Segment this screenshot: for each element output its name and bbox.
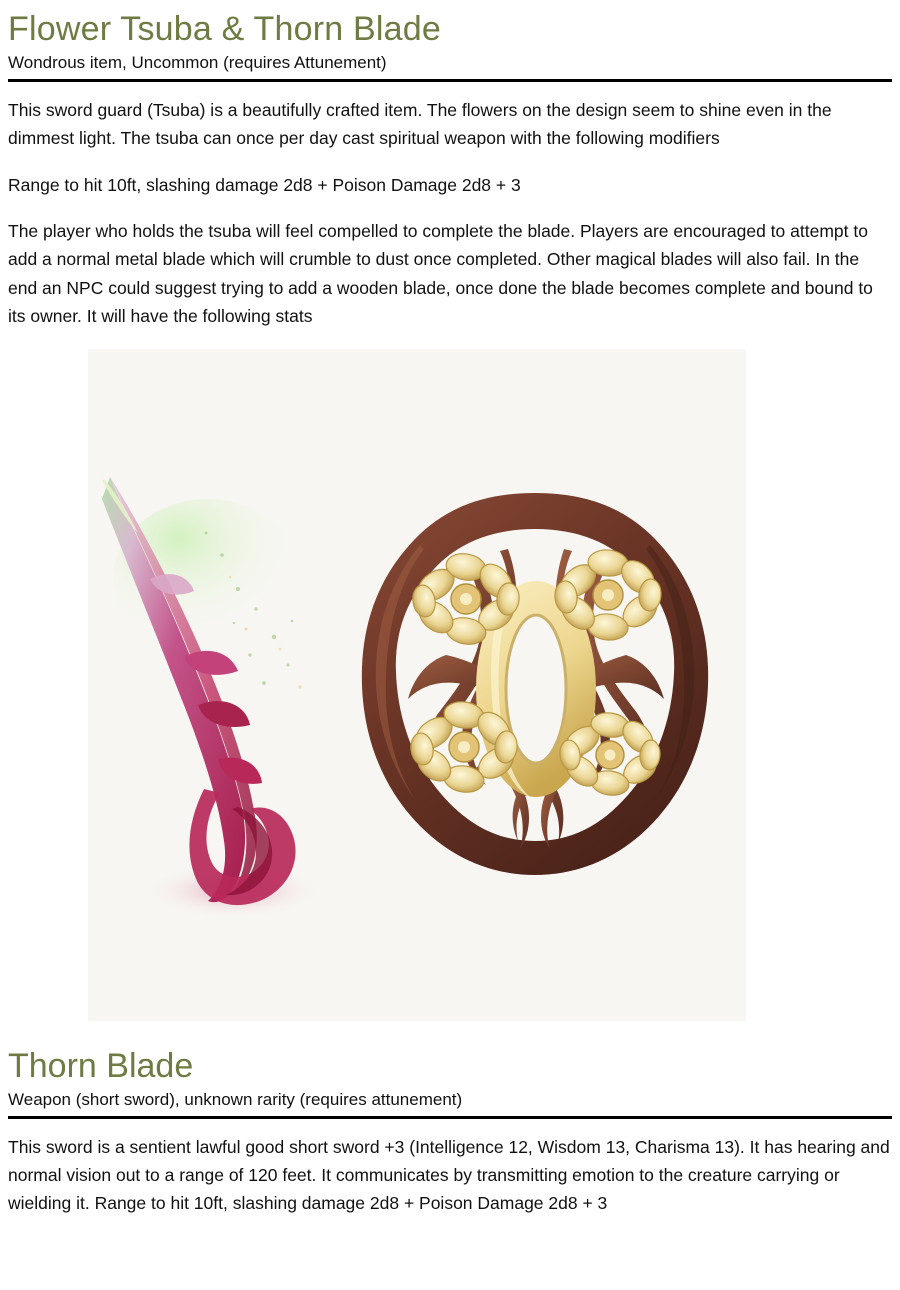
title-divider [8, 79, 892, 82]
weapon-title: Thorn Blade [8, 1046, 194, 1085]
tsuba-illustration [350, 485, 720, 905]
item-stats-line: Range to hit 10ft, slashing damage 2d8 + Poison Damage 2d8 + 3 [8, 174, 521, 195]
page-bottom-spacer [8, 1236, 892, 1254]
illustration-canvas [88, 349, 746, 1021]
item-description-paragraph-1: This sword guard (Tsuba) is a beautifully crafted item. The flowers on the design seem to shine even in the dimmest light. The tsuba can once per day cast spiritual weapon with the following modifiers [8, 100, 832, 149]
item-description-paragraph-2: The player who holds the tsuba will feel compelled to complete the blade. Players are encouraged to attempt to add a normal metal blade which will crumble to dust once completed. Other magical blades will also fail. In the end an NPC could suggest trying to add a wooden blade, once done the blade becomes complete and bound to its owner. It will have the following stats [8, 221, 873, 327]
thorn-blade-illustration [88, 459, 378, 929]
weapon-divider [8, 1116, 892, 1119]
item-type-line: Wondrous item, Uncommon (requires Attunement) [8, 53, 387, 73]
illustration-figure [8, 349, 892, 1021]
page-title: Flower Tsuba & Thorn Blade [8, 10, 441, 48]
weapon-description-paragraph: This sword is a sentient lawful good short sword +3 (Intelligence 12, Wisdom 13, Charisma 13). It has hearing and normal vision out to a range of 120 feet. It communicates by transmitting emotion to the creature carrying or wielding it. Range to hit 10ft, slashing damage 2d8 + Poison Damage 2d8 + 3 [8, 1136, 890, 1214]
weapon-type-line: Weapon (short sword), unknown rarity (requires attunement) [8, 1089, 463, 1109]
